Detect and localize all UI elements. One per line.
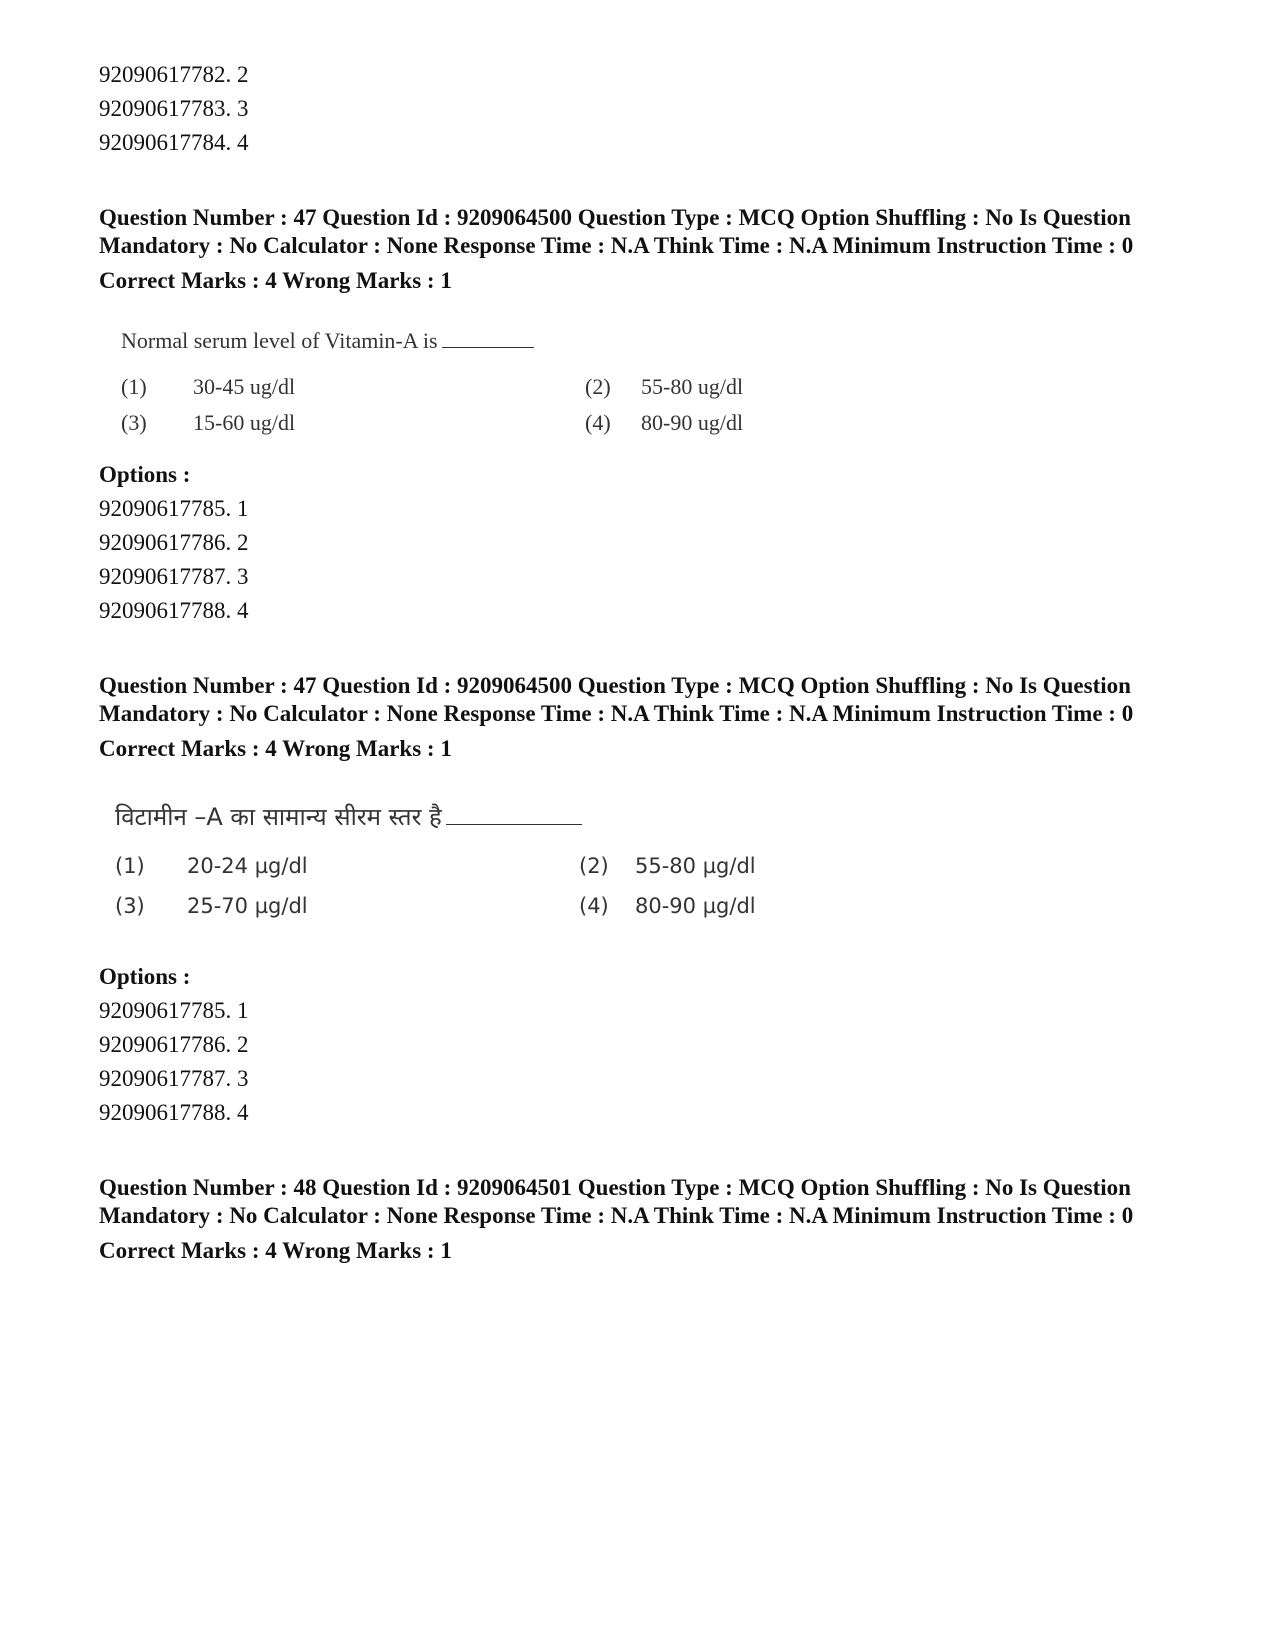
question-marks: Correct Marks : 4 Wrong Marks : 1 [99, 268, 452, 293]
answer-blank [446, 810, 582, 825]
question-text-row [115, 800, 582, 833]
option-line: 92090617786. 2 [99, 530, 249, 555]
question-block-48 [99, 1174, 1179, 1268]
choice-1 [121, 374, 295, 400]
choice-1 [115, 854, 308, 878]
question-text: Normal serum level of Vitamin-A is [121, 328, 438, 353]
question-text-row [121, 328, 534, 354]
choice-text: 55-80 µg/dl [635, 854, 756, 878]
question-image [115, 794, 835, 960]
choice-text: 80-90 ug/dl [641, 410, 744, 435]
options-label: Options : [99, 964, 191, 989]
option-line: 92090617785. 1 [99, 998, 249, 1023]
choice-number: (2) [585, 374, 611, 399]
option-line: 92090617788. 4 [99, 598, 249, 623]
option-line: 92090617782. 2 [99, 62, 249, 87]
choice-number: (4) [579, 894, 609, 918]
question-text: विटामीन –A का सामान्य सीरम स्तर है [115, 803, 442, 831]
choice-number: (3) [115, 894, 145, 918]
choice-text: 25-70 µg/dl [187, 894, 308, 918]
choice-text: 20-24 µg/dl [187, 854, 308, 878]
options-label: Options : [99, 462, 191, 487]
question-meta: Question Number : 48 Question Id : 9209064501 Question Type : MCQ Option Shuffling : No Is Question Mandatory : No Calculator : None Response Time : N.A Think Time : N.A Minimum Instruction Time : 0 [99, 1175, 1134, 1228]
choice-number: (4) [585, 410, 611, 435]
question-marks: Correct Marks : 4 Wrong Marks : 1 [99, 1238, 452, 1263]
option-line: 92090617787. 3 [99, 1066, 249, 1091]
choice-number: (1) [121, 374, 147, 399]
choice-4 [585, 410, 743, 436]
previous-options-list [99, 58, 1179, 160]
question-marks: Correct Marks : 4 Wrong Marks : 1 [99, 736, 452, 761]
question-block-47-hindi [99, 672, 1179, 1130]
option-line: 92090617783. 3 [99, 96, 249, 121]
choice-2 [579, 854, 756, 878]
choice-2 [585, 374, 743, 400]
choice-number: (3) [121, 410, 147, 435]
choice-text: 80-90 µg/dl [635, 894, 756, 918]
answer-blank [442, 329, 534, 348]
question-meta: Question Number : 47 Question Id : 9209064500 Question Type : MCQ Option Shuffling : No Is Question Mandatory : No Calculator : None Response Time : N.A Think Time : N.A Minimum Instruction Time : 0 [99, 673, 1134, 726]
choice-4 [579, 894, 756, 918]
question-block-47-english [99, 204, 1179, 628]
choice-number: (2) [579, 854, 609, 878]
choice-text: 15-60 ug/dl [193, 410, 296, 435]
option-line: 92090617788. 4 [99, 1100, 249, 1125]
choice-text: 30-45 ug/dl [193, 374, 296, 399]
choice-number: (1) [115, 854, 145, 878]
choice-3 [121, 410, 295, 436]
option-line: 92090617787. 3 [99, 564, 249, 589]
option-line: 92090617785. 1 [99, 496, 249, 521]
question-meta: Question Number : 47 Question Id : 9209064500 Question Type : MCQ Option Shuffling : No Is Question Mandatory : No Calculator : None Response Time : N.A Think Time : N.A Minimum Instruction Time : 0 [99, 205, 1134, 258]
question-image [121, 326, 841, 458]
choice-3 [115, 894, 308, 918]
document-page [99, 58, 1179, 1268]
option-line: 92090617786. 2 [99, 1032, 249, 1057]
choice-text: 55-80 ug/dl [641, 374, 744, 399]
option-line: 92090617784. 4 [99, 130, 249, 155]
